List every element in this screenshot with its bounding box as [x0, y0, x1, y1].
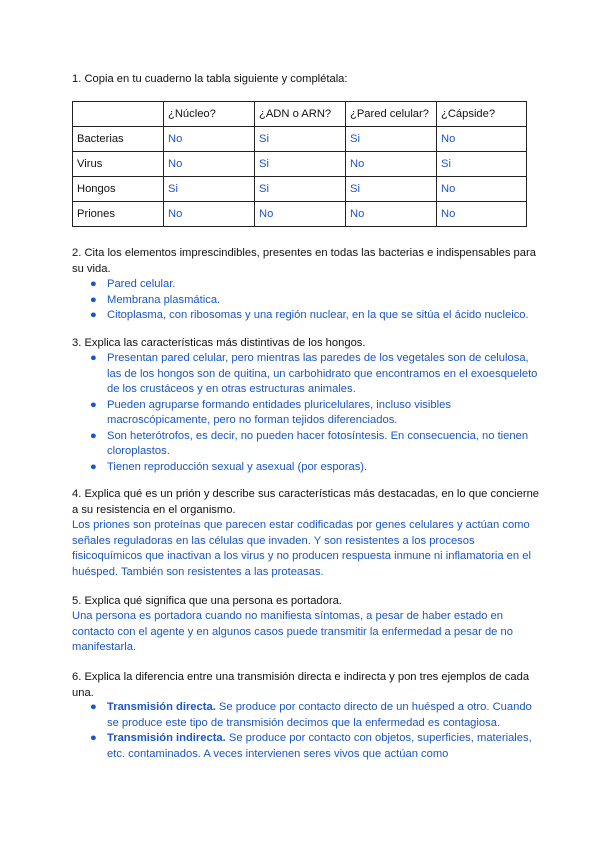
- bullet-icon: ●: [90, 309, 97, 321]
- table-cell: Si: [164, 177, 255, 202]
- table-cell: No: [437, 127, 527, 152]
- table-row-label: Hongos: [73, 177, 164, 202]
- table-cell: No: [164, 152, 255, 177]
- table-row-label: Priones: [73, 202, 164, 227]
- table-cell: No: [164, 202, 255, 227]
- table-header-cell: ¿Pared celular?: [346, 102, 437, 127]
- list-item: [90, 700, 540, 731]
- answer-2-list: [90, 277, 540, 324]
- term: Transmisión indirecta.: [107, 732, 226, 744]
- bullet-icon: ●: [90, 429, 97, 442]
- table-cell: No: [437, 177, 527, 202]
- table-row: [73, 202, 527, 227]
- table-header-cell: ¿ADN o ARN?: [255, 102, 346, 127]
- bullet-icon: ●: [90, 701, 97, 713]
- list-item: ● Pueden agruparse formando entidades pluricelulares, incluso visibles macroscópicamente, pero no forman tejidos diferenciados.: [90, 398, 451, 426]
- answer-4: Los priones son proteínas que parecen estar codificadas por genes celulares y actúan como señales reguladoras en las células que invaden. Y son resistentes a los procesos fisicoquímicos que inactivan a los virus y no producen respuesta inmune ni inflamatoria en el huésped. También son resistentes a las proteasas.: [72, 519, 531, 578]
- table-header-cell: [73, 102, 164, 127]
- table-cell: No: [164, 127, 255, 152]
- answer-5: Una persona es portadora cuando no manifiesta síntomas, a pesar de haber estado en contacto con el agente y en algunos casos puede transmitir la enfermedad a pesar de no manifestarla.: [72, 610, 513, 653]
- table-row: [73, 152, 527, 177]
- list-item: [90, 731, 540, 762]
- question-5: 5. Explica qué significa que una persona es portadora.: [72, 595, 342, 607]
- bullet-icon: ●: [90, 398, 97, 411]
- bullet-icon: ●: [90, 293, 97, 306]
- question-1: 1. Copia en tu cuaderno la tabla siguiente y complétala:: [72, 73, 348, 85]
- list-item: ● Pared celular.: [90, 277, 540, 293]
- table-header-cell: ¿Cápside?: [437, 102, 527, 127]
- table-row: [73, 127, 527, 152]
- table-cell: No: [437, 202, 527, 227]
- question-2: 2. Cita los elementos imprescindibles, presentes en todas las bacterias e indispensables para su vida.: [72, 247, 536, 275]
- list-item: ● Membrana plasmática.: [90, 293, 540, 309]
- bullet-icon: ●: [90, 352, 97, 364]
- table-cell: Si: [255, 177, 346, 202]
- list-item: ● Tienen reproducción sexual y asexual (por esporas).: [90, 460, 540, 476]
- comparison-table: [72, 101, 527, 227]
- table-cell: No: [346, 202, 437, 227]
- table-cell: No: [255, 202, 346, 227]
- list-item: ● Presentan pared celular, pero mientras las paredes de los vegetales son de celulosa, las de los hongos son de quitina, un carbohidrato que encontramos en el exoesqueleto de los crustáceos y en otras estructuras animales.: [90, 352, 538, 395]
- bullet-icon: ●: [90, 278, 97, 290]
- bullet-icon: ●: [90, 460, 97, 473]
- table-row-label: Virus: [73, 152, 164, 177]
- term-description: Se produce por contacto con objetos, superficies, materiales, etc. contaminados. A veces intervienen seres vivos que actúan como: [107, 732, 532, 760]
- list-item: ● Son heterótrofos, es decir, no pueden hacer fotosíntesis. En consecuencia, no tienen cloroplastos.: [90, 429, 529, 457]
- table-header-row: [73, 102, 527, 127]
- table-cell: Si: [255, 127, 346, 152]
- term-description: Se produce por contacto directo de un huésped a otro. Cuando se produce este tipo de transmisión decimos que la enfermedad es contagiosa.: [107, 701, 532, 729]
- table-row: [73, 177, 527, 202]
- question-3: 3. Explica las características más distintivas de los hongos.: [72, 337, 366, 349]
- table-cell: Si: [437, 152, 527, 177]
- question-4: 4. Explica qué es un prión y describe sus características más destacadas, en lo que concierne a su resistencia en el organismo.: [72, 488, 540, 516]
- answer-3-list: [90, 351, 540, 475]
- term: Transmisión directa.: [107, 701, 216, 713]
- table-row-label: Bacterias: [73, 127, 164, 152]
- bullet-icon: ●: [90, 732, 97, 744]
- answer-6-list: [90, 700, 540, 762]
- list-item: ● Citoplasma, con ribosomas y una región nuclear, en la que se sitúa el ácido nucleico.: [90, 308, 540, 324]
- table-header-cell: ¿Núcleo?: [164, 102, 255, 127]
- table-cell: No: [346, 152, 437, 177]
- table-cell: Si: [346, 177, 437, 202]
- question-6: 6. Explica la diferencia entre una transmisión directa e indirecta y pon tres ejemplos de cada una.: [72, 671, 530, 699]
- table-cell: Si: [255, 152, 346, 177]
- table-cell: Si: [346, 127, 437, 152]
